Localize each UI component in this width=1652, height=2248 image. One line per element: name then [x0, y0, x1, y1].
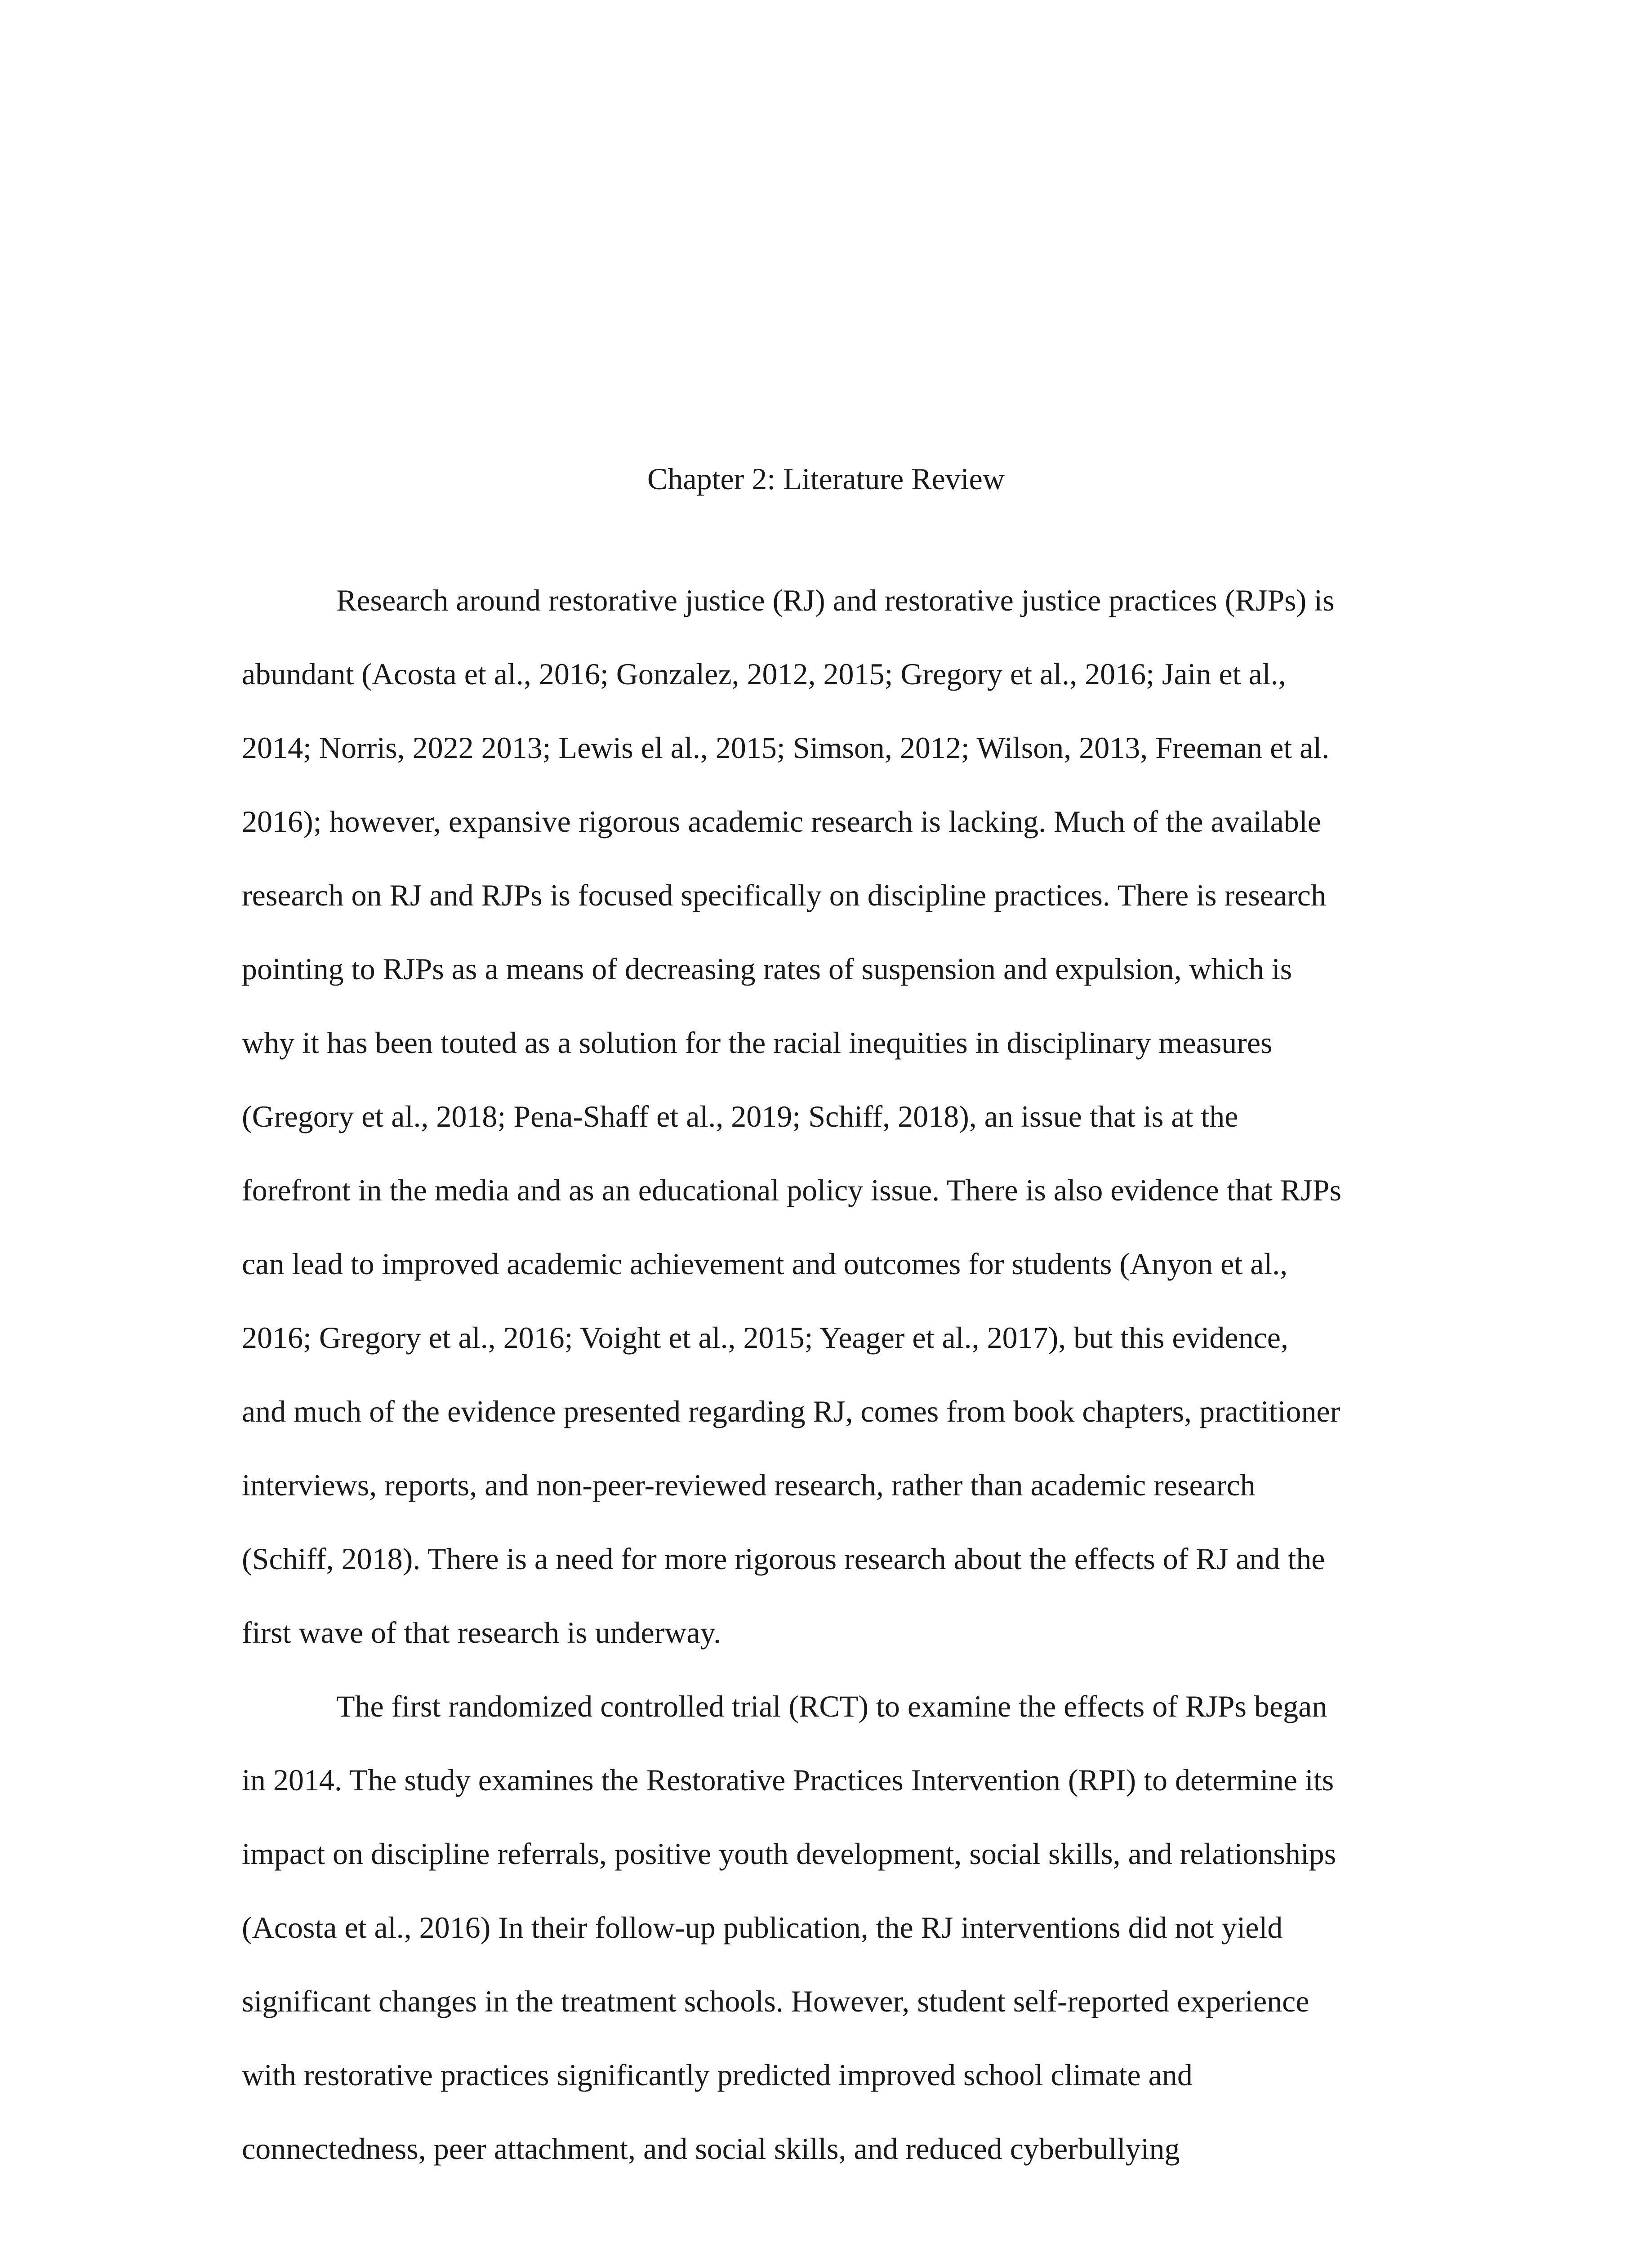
paragraph-1-line-11: 2016; Gregory et al., 2016; Voight et al., 2015; Yeager et al., 2017), but this evidence, — [242, 1320, 1288, 1355]
paragraph-1-line-14: (Schiff, 2018). There is a need for more rigorous research about the effects of RJ and the — [242, 1542, 1325, 1576]
paragraph-1-line-9: forefront in the media and as an educational policy issue. There is also evidence that RJPs — [242, 1173, 1342, 1207]
paragraph-1-line-3: 2014; Norris, 2022 2013; Lewis el al., 2015; Simson, 2012; Wilson, 2013, Freeman et al. — [242, 731, 1330, 765]
paragraph-1-line-15: first wave of that research is underway. — [242, 1615, 721, 1650]
paragraph-2-line-2: in 2014. The study examines the Restorative Practices Intervention (RPI) to determine its — [242, 1763, 1334, 1797]
paragraph-2-line-5: significant changes in the treatment schools. However, student self-reported experience — [242, 1984, 1309, 2018]
paragraph-2-line-3: impact on discipline referrals, positive youth development, social skills, and relationships — [242, 1837, 1336, 1871]
paragraph-1-line-5: research on RJ and RJPs is focused specifically on discipline practices. There is research — [242, 878, 1326, 912]
paragraph-1-line-10: can lead to improved academic achievement and outcomes for students (Anyon et al., — [242, 1247, 1288, 1281]
paragraph-2-line-6: with restorative practices significantly predicted improved school climate and — [242, 2058, 1193, 2092]
paragraph-1-line-8: (Gregory et al., 2018; Pena-Shaff et al., 2019; Schiff, 2018), an issue that is at the — [242, 1099, 1238, 1133]
paragraph-1-line-12: and much of the evidence presented regarding RJ, comes from book chapters, practitioner — [242, 1394, 1340, 1428]
paragraph-1-line-13: interviews, reports, and non-peer-reviewed research, rather than academic research — [242, 1468, 1256, 1502]
paragraph-2-line-1: The first randomized controlled trial (RCT) to examine the effects of RJPs began — [336, 1689, 1327, 1723]
chapter-title: Chapter 2: Literature Review — [647, 462, 1005, 496]
paragraph-1-line-2: abundant (Acosta et al., 2016; Gonzalez, 2012, 2015; Gregory et al., 2016; Jain et al., — [242, 657, 1286, 691]
paragraph-2-line-4: (Acosta et al., 2016) In their follow-up publication, the RJ interventions did not yield — [242, 1910, 1283, 1945]
paragraph-1-line-1: Research around restorative justice (RJ) and restorative justice practices (RJPs) is — [336, 583, 1335, 617]
paragraph-1-line-7: why it has been touted as a solution for the racial inequities in disciplinary measures — [242, 1026, 1273, 1060]
paragraph-2-line-7: connectedness, peer attachment, and social skills, and reduced cyberbullying — [242, 2132, 1180, 2166]
paragraph-1-line-4: 2016); however, expansive rigorous academic research is lacking. Much of the available — [242, 804, 1321, 839]
paragraph-1-line-6: pointing to RJPs as a means of decreasing rates of suspension and expulsion, which is — [242, 952, 1292, 986]
